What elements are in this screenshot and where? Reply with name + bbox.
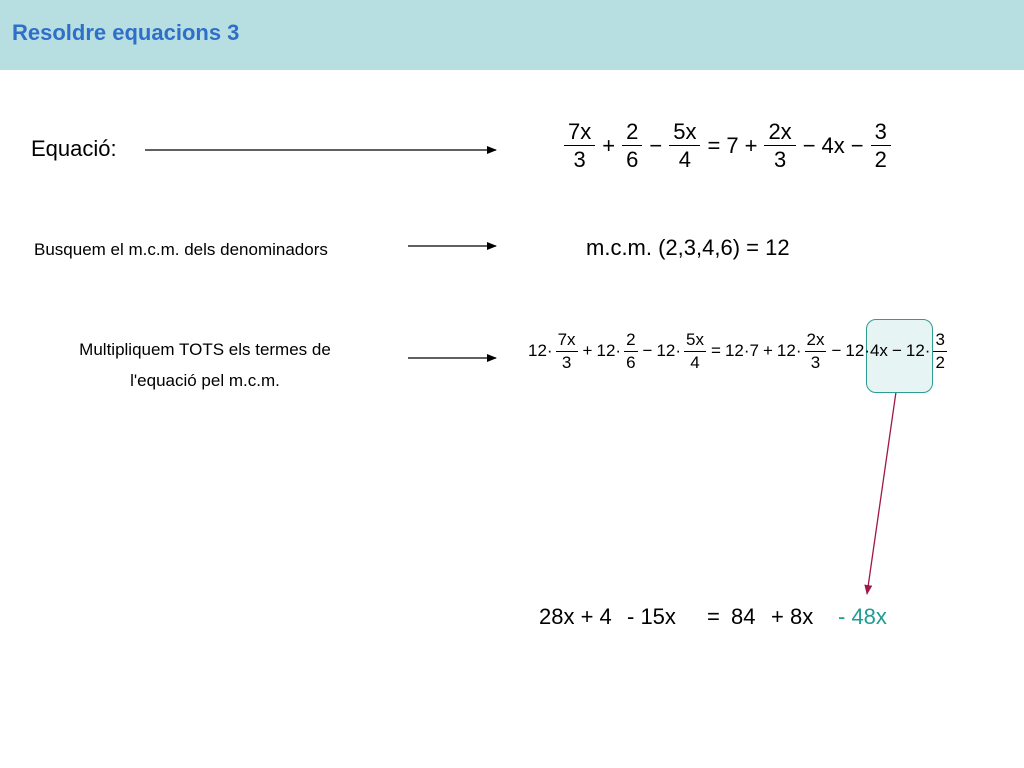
term-4: 12·7 (724, 341, 759, 361)
page-title: Resoldre equacions 3 (12, 20, 240, 45)
operator: + (602, 132, 616, 158)
result-part-c: 84 (731, 604, 756, 629)
fraction-term-2 (622, 120, 642, 171)
denominator: 3 (773, 147, 787, 173)
numerator: 3 (871, 120, 891, 146)
numerator: 5x (669, 120, 700, 146)
original-equation (562, 120, 893, 171)
result-equals: = (707, 604, 720, 629)
operator: − (831, 341, 842, 361)
multiplier: 12· (656, 341, 682, 361)
fraction-term-3 (669, 120, 700, 171)
multiply-step-label (40, 334, 370, 396)
denominator: 2 (874, 147, 887, 173)
result-part-b: - 15x (627, 604, 676, 629)
result-part-a: 28x + 4 (539, 604, 612, 629)
operator: − (802, 132, 816, 158)
equation-label: Equació: (31, 136, 117, 161)
multiply-step-line1: Multipliquem TOTS els termes de (79, 340, 331, 359)
operator: + (744, 132, 758, 158)
numerator: 3 (933, 331, 946, 352)
equals-sign: = (711, 341, 721, 361)
multiplier: 12· (528, 341, 553, 361)
operator: − (850, 132, 864, 158)
denominator: 3 (573, 147, 586, 173)
numerator: 5x (684, 331, 706, 352)
term-4: 7 (726, 132, 739, 158)
fraction-term-2 (624, 331, 637, 372)
denominator: 4 (678, 147, 691, 173)
numerator: 7x (556, 331, 578, 352)
fraction-term-3 (684, 331, 706, 372)
result-part-highlighted: - 48x (838, 604, 887, 629)
highlighted-term: 12·4x (845, 341, 888, 361)
denominator: 3 (561, 352, 572, 372)
fraction-term-5 (805, 331, 827, 372)
mcm-step-label: Busquem el m.c.m. dels denominadors (34, 240, 328, 259)
denominator: 6 (626, 352, 636, 372)
fraction-term-1 (564, 120, 595, 171)
result-part-d: + 8x (771, 604, 814, 629)
numerator: 2x (805, 331, 827, 352)
denominator: 6 (626, 147, 639, 173)
denominator: 4 (690, 352, 700, 372)
operator: + (762, 341, 773, 361)
multiplier: 12· (905, 341, 931, 361)
multiplied-equation (527, 331, 949, 372)
operator: − (642, 341, 653, 361)
numerator: 2 (624, 331, 637, 352)
fraction-term-1 (556, 331, 578, 372)
multiplier: 12· (776, 341, 802, 361)
equals-sign: = (707, 132, 721, 158)
operator: − (649, 132, 663, 158)
fraction-term-5 (764, 120, 795, 171)
numerator: 7x (564, 120, 595, 146)
denominator: 2 (935, 352, 945, 372)
fraction-term-7 (933, 331, 946, 372)
fraction-term-7 (871, 120, 891, 171)
term-6: 4x (821, 132, 845, 158)
operator: + (582, 341, 593, 361)
numerator: 2 (622, 120, 642, 146)
multiplier: 12· (596, 341, 622, 361)
operator: − (891, 341, 902, 361)
mcm-result: m.c.m. (2,3,4,6) = 12 (586, 235, 790, 260)
arrow-highlight-to-result (867, 378, 898, 594)
multiply-step-line2: l'equació pel m.c.m. (130, 371, 280, 390)
numerator: 2x (764, 120, 795, 146)
denominator: 3 (810, 352, 821, 372)
